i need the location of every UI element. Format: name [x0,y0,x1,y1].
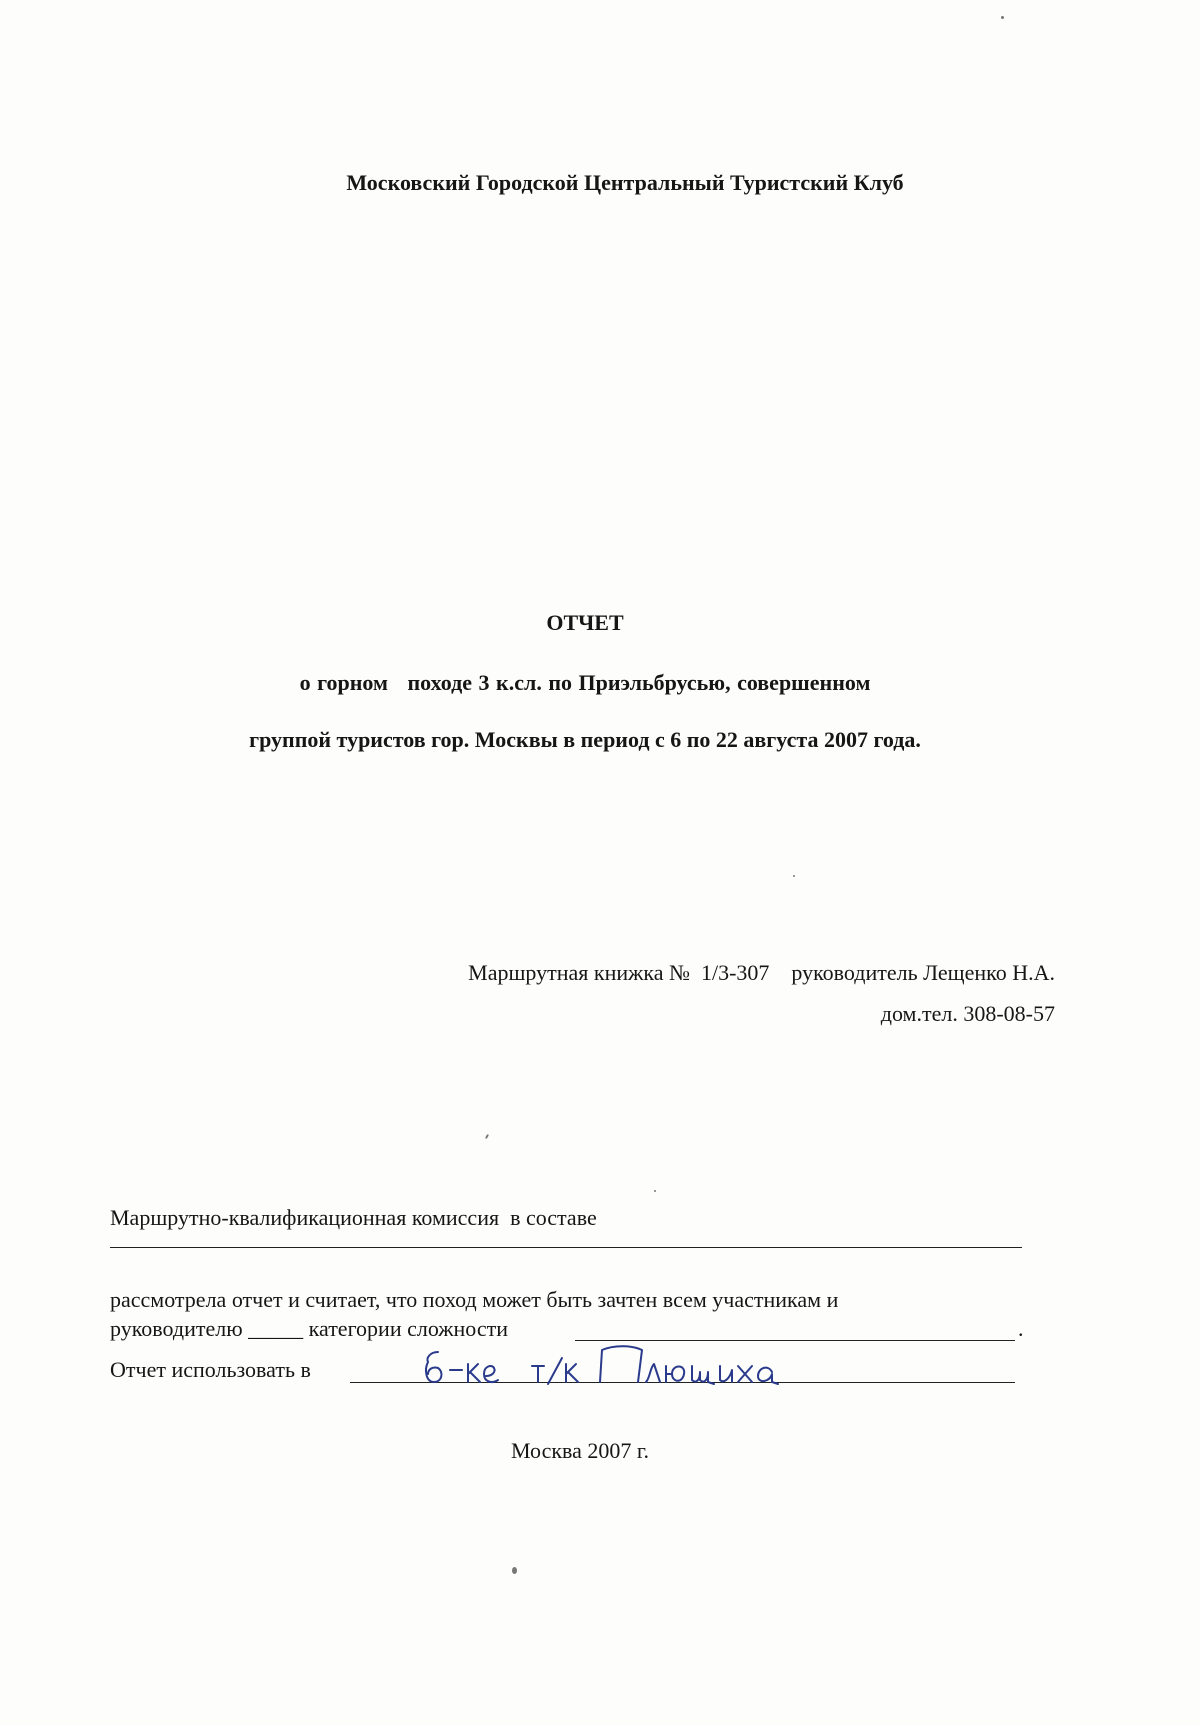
report-subtitle-line2: группой туристов гор. Москвы в период с 6 по 22 августа 2007 года. [249,727,921,752]
leader-phone: дом.тел. 308-08-57 [880,1001,1055,1026]
report-title: ОТЧЕТ [546,610,624,635]
city-year: Москва 2007 г. [511,1438,649,1463]
category-prefix: руководителю _____ категории сложности [110,1316,508,1341]
scan-speck [654,1190,656,1192]
commission-members-line [110,1247,1022,1248]
category-end-mark: . [1018,1316,1024,1341]
commission-intro: Маршрутно-квалификационная комиссия в составе [110,1205,597,1230]
route-book-line: Маршрутная книжка № 1/3-307 руководитель Лещенко Н.А. [468,960,1055,985]
report-use-label: Отчет использовать в [110,1357,311,1382]
club-name: Московский Городской Центральный Туристский Клуб [346,170,904,195]
report-subtitle-line1: о горном походе 3 к.сл. по Приэльбрусью, совершенном [299,670,871,695]
commission-reviewed-text: рассмотрела отчет и считает, что поход может быть зачтен всем участникам и [110,1287,839,1312]
category-line [110,1316,508,1342]
handwritten-signature-entry [420,1340,800,1396]
scan-speck [1001,16,1004,19]
scan-speck [485,1134,489,1139]
scan-speck [512,1567,517,1574]
scan-speck [793,875,795,877]
